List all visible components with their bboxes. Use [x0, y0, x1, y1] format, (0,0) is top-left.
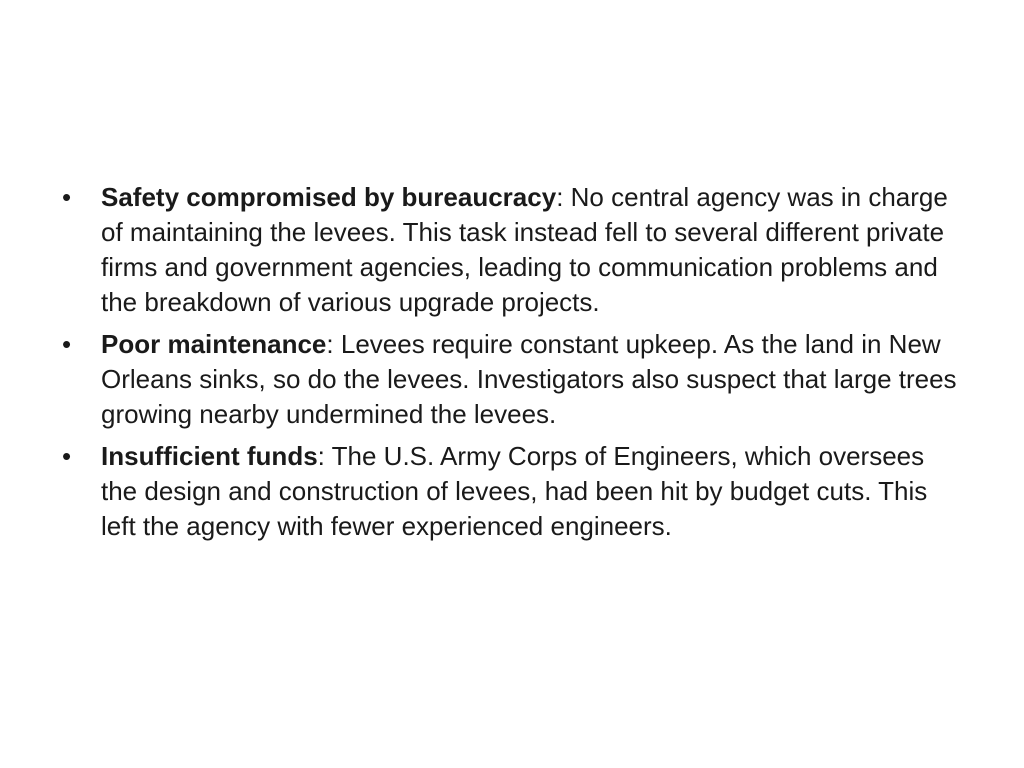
- bullet-term: Safety compromised by bureaucracy: [101, 182, 557, 212]
- bullet-list: [62, 180, 962, 544]
- bullet-separator: :: [326, 329, 334, 359]
- slide-body: [62, 180, 962, 551]
- bullet-separator: :: [556, 182, 564, 212]
- bullet-separator: :: [317, 441, 325, 471]
- bullet-marker: •: [62, 441, 72, 471]
- bullet-marker: •: [62, 182, 72, 212]
- bullet-text: Levees require constant upkeep. As the land in New Orleans sinks, so do the levees. Investigators also suspect that large trees growing nearby undermined the levees.: [101, 329, 957, 429]
- bullet-item-bureaucracy: [62, 180, 962, 320]
- bullet-text: The U.S. Army Corps of Engineers, which oversees the design and construction of levees, had been hit by budget cuts. This left the agency with fewer experienced engineers.: [101, 441, 928, 541]
- bullet-term: Poor maintenance: [101, 329, 327, 359]
- bullet-marker: •: [62, 329, 72, 359]
- bullet-item-maintenance: [62, 327, 962, 432]
- bullet-text: No central agency was in charge of maintaining the levees. This task instead fell to several different private firms and government agencies, leading to communication problems and the breakdown of various upgrade projects.: [101, 182, 948, 317]
- bullet-item-funds: [62, 439, 962, 544]
- bullet-term: Insufficient funds: [101, 441, 318, 471]
